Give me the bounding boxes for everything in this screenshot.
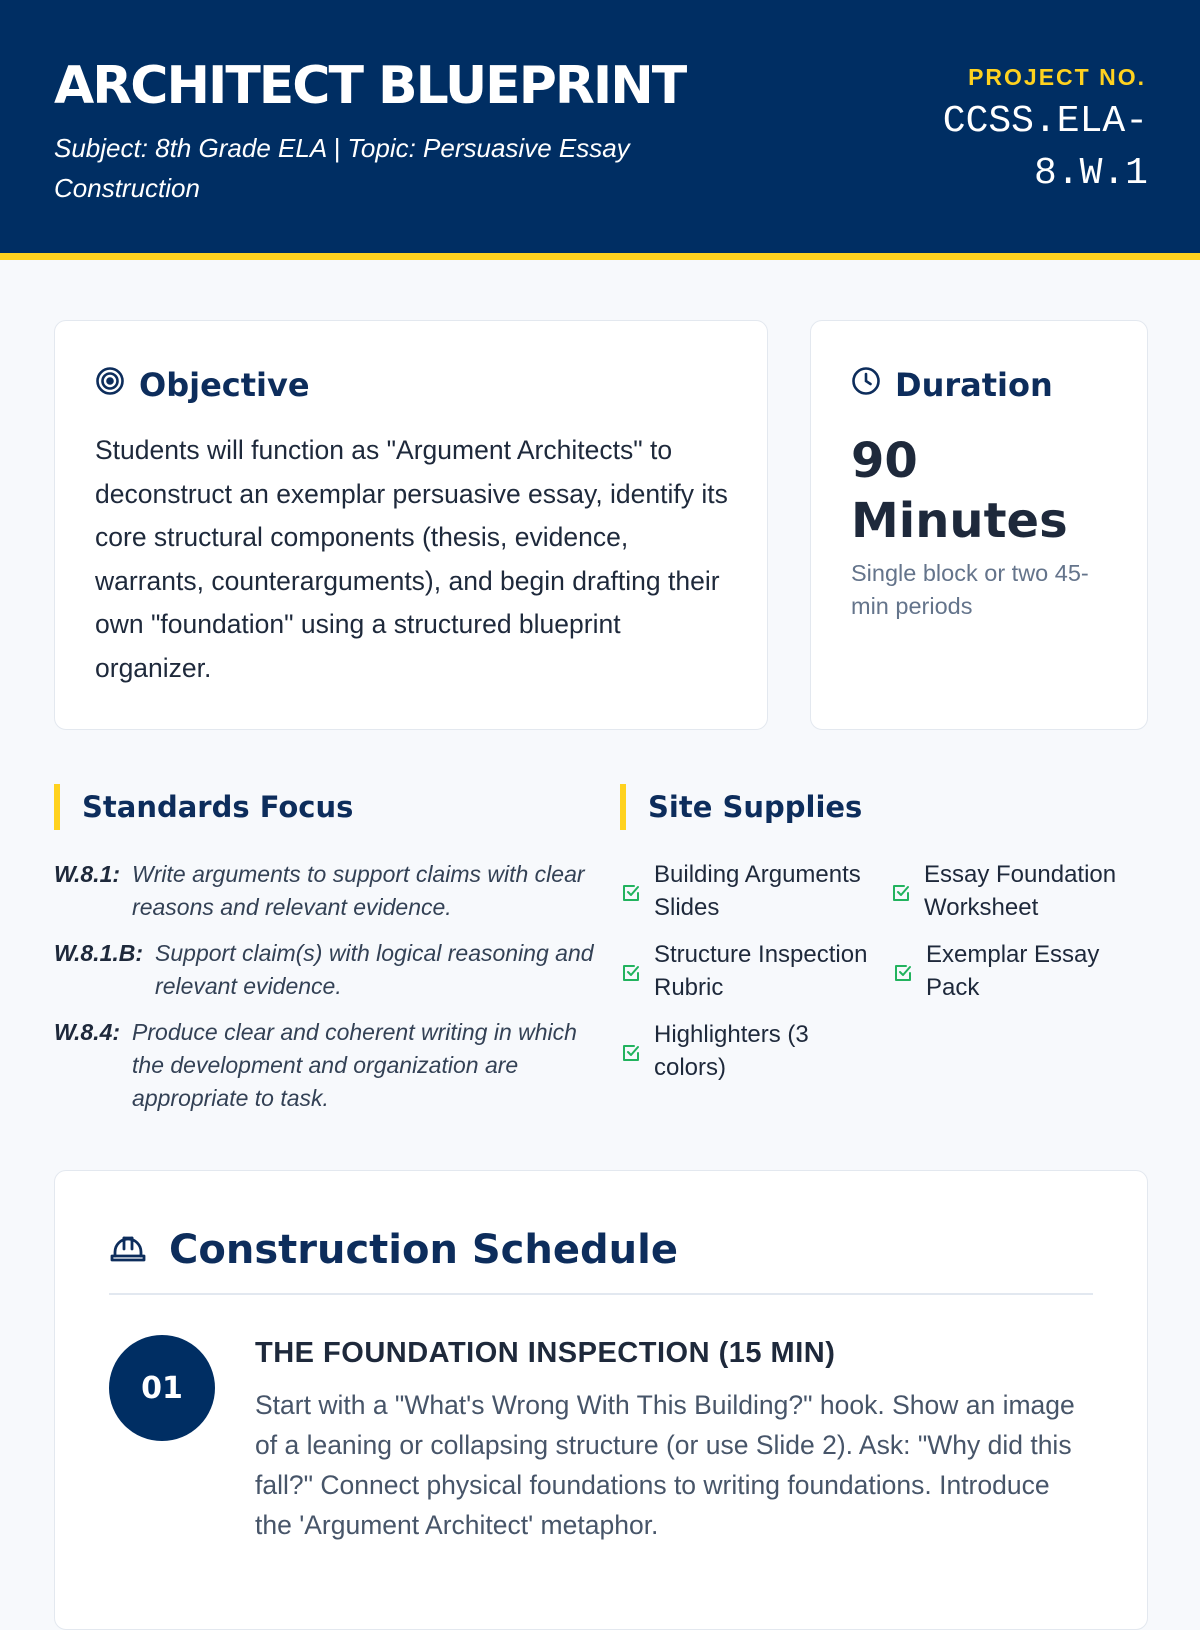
schedule-card bbox=[54, 1170, 1148, 1630]
schedule-heading bbox=[109, 1227, 678, 1273]
supply-label: Essay Foundation Worksheet bbox=[924, 861, 1117, 921]
check-square-icon bbox=[890, 880, 912, 902]
duration-note: Single block or two 45-min periods bbox=[851, 560, 1089, 619]
standard-item bbox=[54, 937, 594, 1003]
standard-item bbox=[54, 1016, 594, 1115]
supply-item bbox=[620, 858, 880, 924]
duration-title: Duration bbox=[895, 366, 1053, 404]
standard-code: W.8.1.B: bbox=[54, 940, 144, 966]
target-icon bbox=[95, 366, 125, 404]
step-title: THE FOUNDATION INSPECTION (15 MIN) bbox=[255, 1337, 836, 1369]
supply-item bbox=[620, 938, 890, 1004]
hard-hat-icon bbox=[109, 1227, 147, 1273]
project-label: PROJECT NO. bbox=[968, 64, 1146, 90]
supply-label: Building Arguments Slides bbox=[654, 861, 861, 921]
schedule-title: Construction Schedule bbox=[169, 1227, 678, 1273]
supply-item bbox=[892, 938, 1132, 1004]
page-title: ARCHITECT BLUEPRINT bbox=[54, 56, 686, 116]
supplies-heading: Site Supplies bbox=[620, 784, 862, 830]
check-square-icon bbox=[892, 960, 914, 982]
step-description: Start with a "What's Wrong With This Building?" hook. Show an image of a leaning or collapsing structure (or use Slide 2). Ask: "Why did this fall?" Connect physical foundations to writing foundations. Introduce the 'Argument Architect' metaphor. bbox=[255, 1390, 1075, 1540]
page-subtitle: Subject: 8th Grade ELA | Topic: Persuasive Essay Construction bbox=[54, 133, 630, 203]
standards-list bbox=[54, 858, 594, 1128]
step-number: 01 bbox=[109, 1335, 215, 1441]
duration-card bbox=[810, 320, 1148, 730]
objective-heading bbox=[95, 366, 310, 404]
standard-code: W.8.4: bbox=[54, 1019, 121, 1045]
check-square-icon bbox=[620, 1040, 642, 1062]
supply-item bbox=[890, 858, 1140, 924]
divider bbox=[109, 1293, 1093, 1295]
duration-heading bbox=[851, 366, 1053, 404]
standard-text: Write arguments to support claims with clear reasons and relevant evidence. bbox=[132, 861, 585, 920]
objective-text: Students will function as "Argument Architects" to deconstruct an exemplar persuasive essay, identify its core structural components (thesis, evidence, warrants, counterarguments), and begin drafting their own "foundation" using a structured blueprint organizer. bbox=[95, 435, 728, 683]
objective-card bbox=[54, 320, 768, 730]
standard-item bbox=[54, 858, 594, 924]
supply-label: Exemplar Essay Pack bbox=[926, 941, 1100, 1001]
page-header bbox=[0, 0, 1200, 260]
standard-text: Support claim(s) with logical reasoning and relevant evidence. bbox=[155, 940, 594, 999]
duration-value: 90 Minutes bbox=[851, 433, 1068, 549]
project-code: CCSS.ELA-8.W.1 bbox=[942, 100, 1148, 195]
supply-label: Structure Inspection Rubric bbox=[654, 941, 868, 1001]
supply-label: Highlighters (3 colors) bbox=[654, 1021, 809, 1081]
objective-title: Objective bbox=[139, 366, 310, 404]
standard-text: Produce clear and coherent writing in which the development and organization are appropriate to task. bbox=[132, 1019, 577, 1111]
standard-code: W.8.1: bbox=[54, 861, 121, 887]
clock-icon bbox=[851, 366, 881, 404]
supply-item bbox=[620, 1018, 860, 1084]
standards-heading: Standards Focus bbox=[54, 784, 353, 830]
check-square-icon bbox=[620, 880, 642, 902]
check-square-icon bbox=[620, 960, 642, 982]
